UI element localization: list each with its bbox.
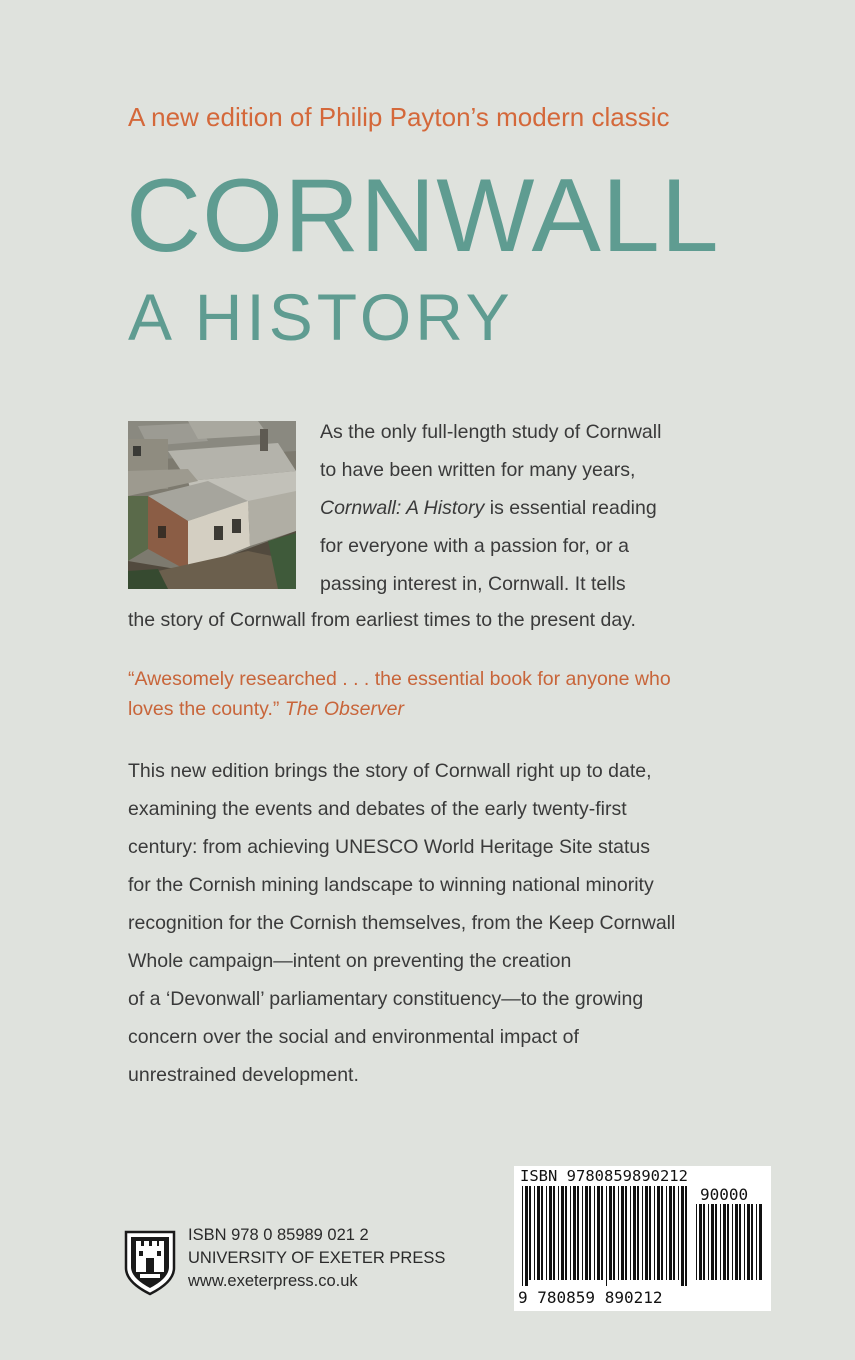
- barcode-bar: [529, 1186, 531, 1280]
- barcode-bar: [678, 1186, 679, 1280]
- barcode-isbn-label: ISBN 9780859890212: [520, 1167, 688, 1185]
- book-subtitle: A HISTORY: [128, 280, 514, 354]
- isbn-barcode: [514, 1166, 771, 1311]
- barcode-bar: [645, 1186, 648, 1280]
- barcode-bar: [657, 1186, 660, 1280]
- barcode-bar: [573, 1186, 576, 1280]
- barcode-bar: [606, 1186, 607, 1286]
- intro-line: the story of Cornwall from earliest times to the present day.: [128, 609, 636, 631]
- intro-text-continued: [128, 601, 636, 639]
- barcode-price-code: 90000: [700, 1185, 749, 1204]
- description-text: [128, 752, 675, 1094]
- intro-text: [320, 413, 661, 603]
- barcode-bar: [711, 1204, 714, 1280]
- barcode-bar: [597, 1186, 600, 1280]
- intro-line: passing interest in, Cornwall. It tells: [320, 573, 626, 595]
- barcode-bar: [723, 1204, 726, 1280]
- barcode-bar: [553, 1186, 555, 1280]
- intro-line: Cornwall: A History is essential reading: [320, 497, 657, 519]
- cornish-village-painting: [128, 421, 296, 589]
- barcode-bar: [630, 1186, 631, 1280]
- barcode-bar: [654, 1186, 655, 1280]
- barcode-bar: [739, 1204, 741, 1280]
- review-quote: [128, 664, 671, 724]
- book-title-italic: Cornwall: A History: [320, 497, 485, 519]
- barcode-bar: [546, 1186, 547, 1280]
- cover-painting: [128, 421, 296, 589]
- barcode-bar: [696, 1204, 697, 1280]
- barcode-digits: 9 780859 890212: [518, 1288, 663, 1307]
- publisher-website: www.exeterpress.co.uk: [188, 1272, 358, 1290]
- barcode-bar: [601, 1186, 603, 1280]
- barcode-bar: [637, 1186, 639, 1280]
- barcode-bar: [625, 1186, 627, 1280]
- barcode-bar: [577, 1186, 579, 1280]
- barcode-bar: [649, 1186, 651, 1280]
- barcode-bar: [594, 1186, 595, 1280]
- barcode-bar: [618, 1186, 619, 1280]
- barcode-bar: [681, 1186, 684, 1286]
- intro-line: to have been written for many years,: [320, 459, 636, 481]
- barcode-bar: [708, 1204, 709, 1280]
- barcode-bar: [735, 1204, 738, 1280]
- description-line: for the Cornish mining landscape to winning national minority: [128, 874, 654, 896]
- quote-source: The Observer: [284, 698, 405, 720]
- book-title: CORNWALL: [126, 158, 720, 274]
- tagline: A new edition of Philip Payton’s modern classic: [128, 102, 670, 132]
- barcode-bar: [613, 1186, 615, 1280]
- barcode-bar: [703, 1204, 705, 1280]
- price-addon-bars: [694, 1204, 766, 1286]
- barcode-bar: [732, 1204, 733, 1280]
- barcode-bar: [633, 1186, 636, 1280]
- barcode-bar: [751, 1204, 753, 1280]
- barcode-bar: [673, 1186, 675, 1280]
- barcode-bar: [561, 1186, 564, 1280]
- description-line: examining the events and debates of the early twenty-first: [128, 798, 627, 820]
- barcode-bar: [549, 1186, 552, 1280]
- barcode-bar: [756, 1204, 757, 1280]
- quote-line: loves the county.” The Observer: [128, 698, 405, 720]
- barcode-bars: [520, 1186, 690, 1286]
- barcode-bar: [666, 1186, 667, 1280]
- barcode-bar: [747, 1204, 750, 1280]
- barcode-bar: [570, 1186, 571, 1280]
- description-line: of a ‘Devonwall’ parliamentary constituency—to the growing: [128, 988, 644, 1010]
- barcode-bar: [759, 1204, 762, 1280]
- barcode-bar: [715, 1204, 717, 1280]
- barcode-bar: [541, 1186, 543, 1280]
- barcode-bar: [565, 1186, 567, 1280]
- barcode-bar: [744, 1204, 745, 1280]
- description-line: unrestrained development.: [128, 1064, 359, 1086]
- barcode-bar: [699, 1204, 702, 1280]
- barcode-bar: [534, 1186, 535, 1280]
- barcode-bar: [582, 1186, 583, 1280]
- barcode-bar: [525, 1186, 528, 1286]
- description-line: concern over the social and environmental impact of: [128, 1026, 579, 1048]
- barcode-bar: [685, 1186, 687, 1286]
- castle-shield-icon: [122, 1224, 178, 1296]
- description-line: recognition for the Cornish themselves, from the Keep Cornwall: [128, 912, 676, 934]
- description-line: Whole campaign—intent on preventing the creation: [128, 950, 572, 972]
- publisher-isbn: ISBN 978 0 85989 021 2: [188, 1226, 369, 1244]
- barcode-bar: [558, 1186, 559, 1280]
- barcode-bar: [585, 1186, 588, 1280]
- barcode-bar: [621, 1186, 624, 1280]
- barcode-bar: [727, 1204, 729, 1280]
- description-line: This new edition brings the story of Cornwall right up to date,: [128, 760, 652, 782]
- barcode-bar: [661, 1186, 663, 1280]
- barcode-bar: [669, 1186, 672, 1280]
- intro-line: As the only full-length study of Cornwall: [320, 421, 662, 443]
- barcode-bar: [589, 1186, 591, 1280]
- barcode-bar: [537, 1186, 540, 1280]
- barcode-bar: [609, 1186, 612, 1280]
- publisher-name: UNIVERSITY OF EXETER PRESS: [188, 1249, 446, 1267]
- barcode-bar: [522, 1186, 523, 1286]
- barcode-bar: [642, 1186, 643, 1280]
- quote-line: “Awesomely researched . . . the essential book for anyone who: [128, 668, 671, 690]
- description-line: century: from achieving UNESCO World Heritage Site status: [128, 836, 651, 858]
- publisher-info: [188, 1224, 445, 1293]
- barcode-bar: [720, 1204, 721, 1280]
- intro-line: for everyone with a passion for, or a: [320, 535, 629, 557]
